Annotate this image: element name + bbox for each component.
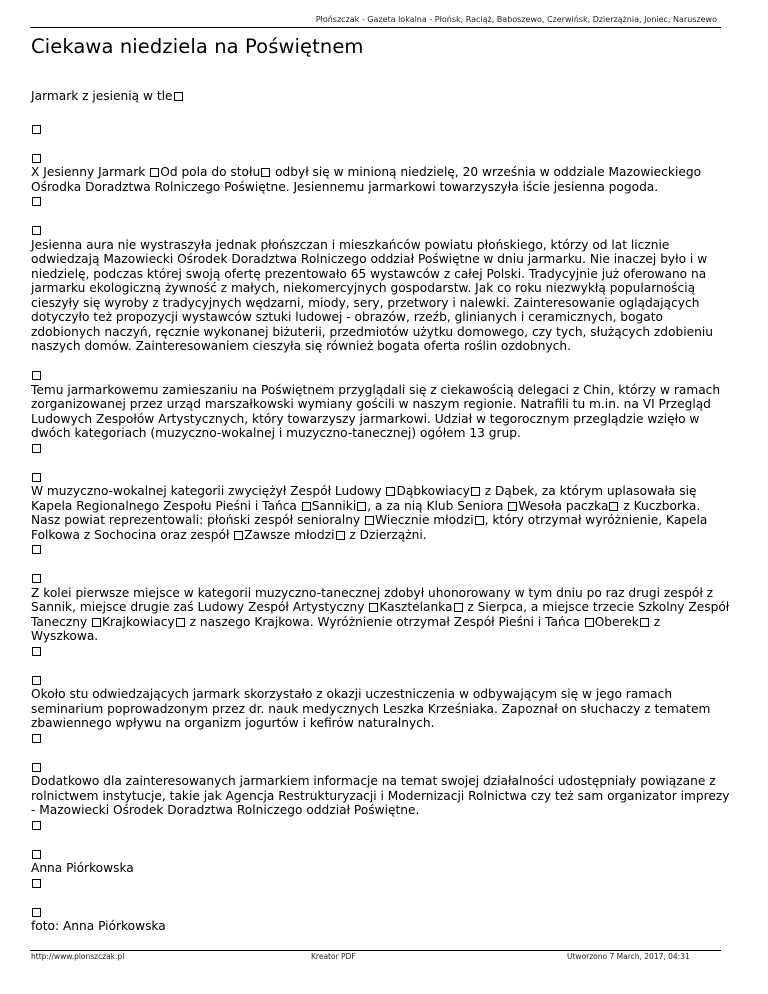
missing-glyph-icon xyxy=(32,545,41,554)
missing-glyph-icon xyxy=(357,502,366,511)
missing-glyph-icon xyxy=(32,676,41,685)
paragraph-1: X Jesienny Jarmark Od pola do stołu odbył się w minioną niedzielę, 20 września w oddziale Mazowieckiego Ośrodka Doradztwa Rolniczego Poświętne. Jesiennemu jarmarkowi towarzyszyła iście jesienna pogoda. xyxy=(31,165,702,194)
subtitle-text: Jarmark z jesienią w tle xyxy=(31,89,173,103)
missing-glyph-icon xyxy=(32,473,41,482)
footer-created: Utworzono 7 March, 2017, 04:31 xyxy=(567,952,690,961)
missing-glyph-icon xyxy=(454,603,463,612)
missing-glyph-icon xyxy=(32,371,41,380)
missing-glyph-icon xyxy=(640,618,649,627)
footer-url: http://www.plonszczak.pl xyxy=(31,952,125,961)
missing-glyph-icon xyxy=(32,154,41,163)
missing-glyph-icon xyxy=(32,197,41,206)
missing-glyph-icon xyxy=(471,487,480,496)
paragraph-7: Dodatkowo dla zainteresowanych jarmarkiem informacje na temat swojej działalności udostępniały powiązane z rolnictwem instytucje, takie jak Agencja Restrukturyzacji i Modernizacji Rolnictwa czy też sam organizator imprezy - Mazowiecki Ośrodek Doradztwa Rolniczego oddział Poświętne. xyxy=(31,774,730,817)
missing-glyph-icon xyxy=(92,618,101,627)
spacer-glyph xyxy=(31,122,731,137)
paragraph-2: Jesienna aura nie wystraszyła jednak płońszczan i mieszkańców powiatu płońskiego, którzy od lat licznie odwiedzają Mazowiecki Ośrodek Doradztwa Rolniczego oddział Poświętne w dniu jarmarku. Nie inaczej było i w niedzielę, podczas której swoją ofertę prezentowało 65 wystawców z całej Polski. Tradycyjnie już oferowano na jarmarku ekologiczną żywność z małych, niekomercyjnych gospodarstw. Jak co roku niezwykłą popularnością cieszyły się wyroby z tradycyjnych wędzarni, miody, sery, przetwory i nalewki. Zainteresowanie oglądających dotyczyło też propozycji wystawców sztuki ludowej - obrazów, rzeźb, glinianych i ceramicznych, bogato zdobionych naczyń, ręcznie wykonanej biżuterii, przedmiotów użytku domowego, czy tych, służących zdobieniu naszych domów. Zainteresowaniem cieszyła się również bogata oferta roślin ozdobnych. xyxy=(31,237,713,353)
missing-glyph-icon xyxy=(508,502,517,511)
paragraph-4: W muzyczno-wokalnej kategorii zwyciężył Zespół Ludowy Dąbkowiacy z Dąbek, za którym uplasowała się Kapela Regionalnego Zespołu Pieśni i Tańca Sanniki , a za nią Klub Seniora Wesoła paczka z Kuczborka. Nasz powiat reprezentowali: płoński zespół senioralny Wiecznie młodzi , który otrzymał wyróżnienie, Kapela Folkowa z Sochocina oraz zespół Zawsze młodzi z Dzierzążni. xyxy=(31,484,708,542)
missing-glyph-icon xyxy=(234,531,243,540)
article-subtitle xyxy=(31,89,731,104)
paragraph-6: Około stu odwiedzających jarmark skorzystało z okazji uczestniczenia w odbywającym się w jego ramach seminarium poprowadzonym przez dr. nauk medycznych Leszka Krześniaka. Zapoznał on słuchaczy z tematem zbawiennego wpływu na organizm jogurtów i kefirów naturalnych. xyxy=(31,687,711,730)
paragraph-5: Z kolei pierwsze miejsce w kategorii muzyczno-tanecznej zdobył uhonorowany w tym dniu po raz drugi zespół z Sannik, miejsce drugie zaś Ludowy Zespół Artystyczny Kasztelanka z Sierpca, a miejsce trzecie Szkolny Zespół Taneczny Krajkowiacy z naszego Krajkowa. Wyróżnienie otrzymał Zespół Pieśni i Tańca Oberek z Wyszkowa. xyxy=(31,585,730,643)
missing-glyph-icon xyxy=(32,226,41,235)
missing-glyph-icon xyxy=(365,516,374,525)
article-author: Anna Piórkowska xyxy=(31,861,134,875)
page-header: Płońszczak - Gazeta lokalna - Płońsk, Raciąż, Baboszewo, Czerwińsk, Dzierzążnia, Joniec, Naruszewo xyxy=(315,15,717,24)
missing-glyph-icon xyxy=(32,647,41,656)
missing-glyph-icon xyxy=(302,502,311,511)
missing-glyph-icon xyxy=(174,92,183,101)
missing-glyph-icon xyxy=(261,168,270,177)
missing-glyph-icon xyxy=(386,487,395,496)
missing-glyph-icon xyxy=(32,850,41,859)
missing-glyph-icon xyxy=(336,531,345,540)
footer-divider xyxy=(30,950,721,951)
missing-glyph-icon xyxy=(475,516,484,525)
missing-glyph-icon xyxy=(32,574,41,583)
paragraph-3: Temu jarmarkowemu zamieszaniu na Poświętnem przyglądali się z ciekawością delegaci z Chin, którzy w ramach zorganizowanej przez urząd marszałkowski wymiany gościli w naszym regionie. Natrafili tu m.in. na VI Przegląd Ludowych Zespołów Artystycznych, który towarzyszy jarmarkowi. Udział w tegorocznym przeglądzie wzięło w dwóch kategoriach (muzyczno-wokalnej i muzyczno-tanecznej) ogółem 13 grup. xyxy=(31,382,721,440)
photo-credit: foto: Anna Piórkowska xyxy=(31,919,166,933)
missing-glyph-icon xyxy=(32,879,41,888)
header-divider xyxy=(30,27,721,28)
missing-glyph-icon xyxy=(150,168,159,177)
missing-glyph-icon xyxy=(369,603,378,612)
missing-glyph-icon xyxy=(32,734,41,743)
missing-glyph-icon xyxy=(176,618,185,627)
missing-glyph-icon xyxy=(585,618,594,627)
missing-glyph-icon xyxy=(609,502,618,511)
article-body xyxy=(31,89,731,934)
missing-glyph-icon xyxy=(32,763,41,772)
missing-glyph-icon xyxy=(32,821,41,830)
footer-generator: Kreator PDF xyxy=(311,952,356,961)
missing-glyph-icon xyxy=(32,908,41,917)
article-title: Ciekawa niedziela na Poświętnem xyxy=(31,35,364,58)
missing-glyph-icon xyxy=(32,125,41,134)
missing-glyph-icon xyxy=(32,444,41,453)
